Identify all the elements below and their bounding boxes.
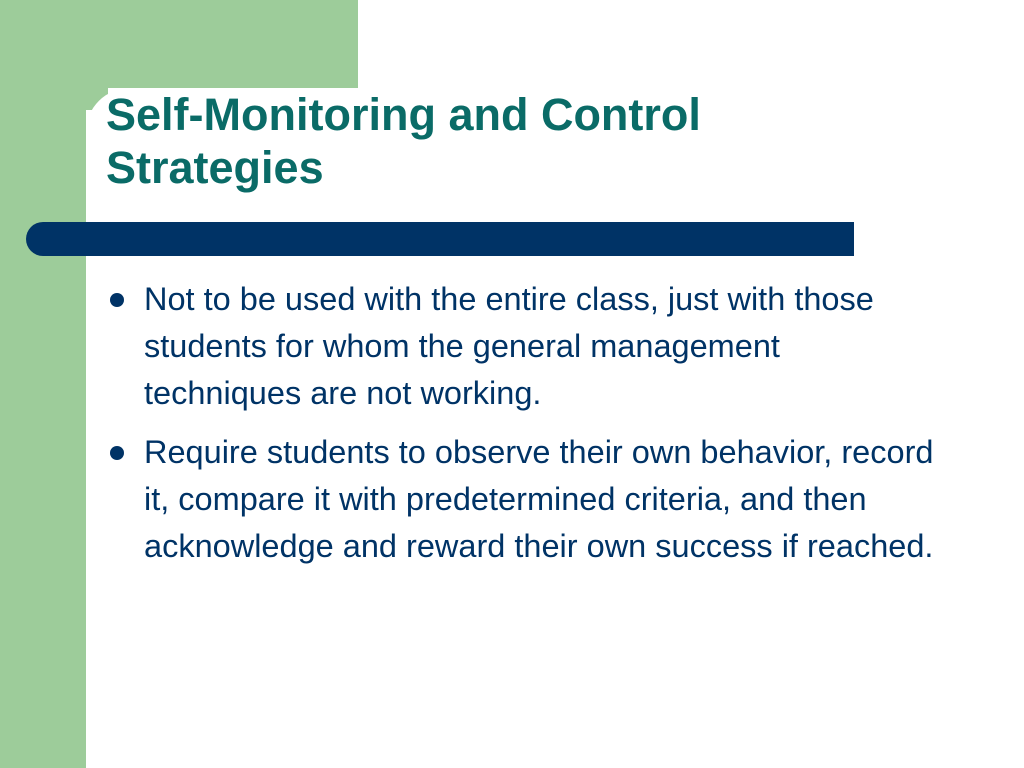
bullet-list	[106, 276, 946, 582]
bullet-text: Require students to observe their own behavior, record it, compare it with predetermined criteria, and then acknowledge and reward their own success if reached.	[144, 434, 934, 564]
bullet-dot-icon	[110, 446, 124, 460]
bullet-item	[106, 429, 946, 570]
bullet-text: Not to be used with the entire class, just with those students for whom the general management techniques are not working.	[144, 281, 874, 411]
decorative-green-side-band	[0, 0, 86, 768]
bullet-dot-icon	[110, 293, 124, 307]
slide-title: Self-Monitoring and Control Strategies	[106, 89, 701, 193]
bullet-item	[106, 276, 946, 417]
title-underline-bar	[26, 222, 854, 256]
